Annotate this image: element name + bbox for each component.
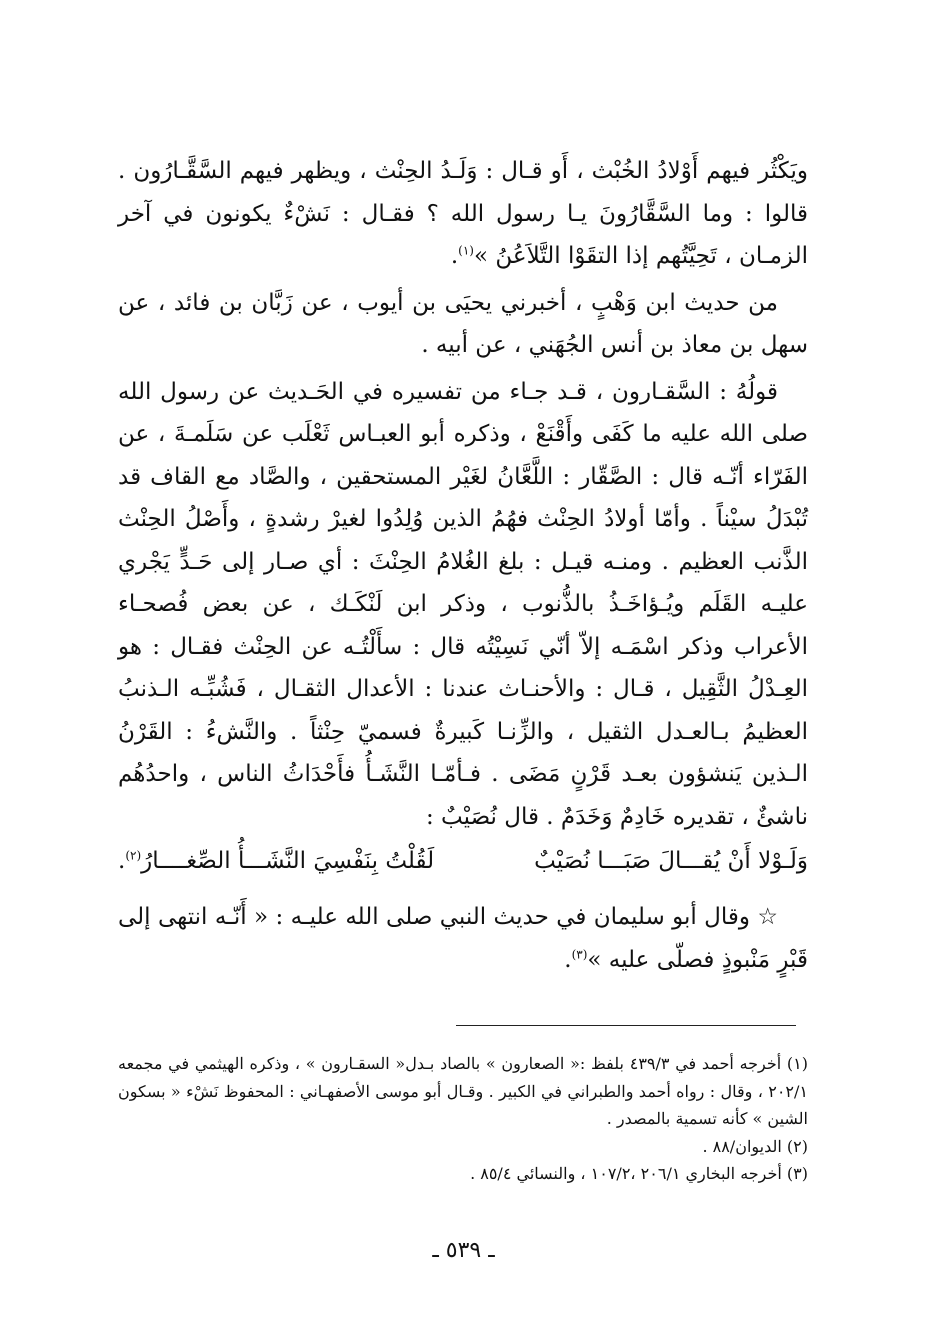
paragraph-isnad: من حديث ابن وَهْبٍ ، أخبرني يحيَى بن أيوب ، عن زَبَّان بن فائد ، عن سهل بن معاذ بن أنس الجُهَني ، عن أبيه . bbox=[118, 289, 808, 358]
footnote-1: (١) أخرجه أحمد في ٤٣٩/٣ بلفظ :« الصعارون » بالصاد بـدل« السقـارون » ، وذكره الهيثمي في مجمعه ٢٠٢/١ ، وقال : رواه أحمد والطبراني في الكبير . وقـال أبو موسى الأصفهـاني : المحفوظ نَشْء « بسكون الشين » كأنه تسمية بالمصدر . bbox=[118, 1054, 809, 1128]
paragraph-commentary: قولُهُ : السَّقـارون ، قـد جـاء من تفسيره في الحَـديث عن رسول الله صلى الله عليه ما كَفَى وأَقْنَعْ ، وذكره أبو العبـاس ثَعْلَب عن سَلَمـةَ ، عن الفَرّاء أنّـه قال : الصَّقّار : اللَّعَّانُ لغَيْر المستحقين ، والصَّاد مع القاف قد تُبْدَلُ سيْناً . وأمّا أولادُ الحِنْث فهُمُ الذين وُلِدُوا لغيرْ رشدةٍ ، وأَصْلُ الحِنْث الذَّنب العظيم . ومنـه قيـل : بلغ الغُلامُ الحِنْثَ : أي صـار إلى حَـدٍّ يَجْري عليـه القَلَم ويُـؤاخَـذُ بالذُّنوب ، وذكر ابن لَنْكَـك ، عن بعض فُصحـاء الأعراب وذكر اسْمَـه إلاّ أنّي نَسِيْتُه قال : سأَلْتُـه عن الحِنْث فقـال : هو العِـدْلُ الثَّقِيل ، قـال : والأحنـاث عندنا : الأعدال الثقـال ، فَشُبِّـه الـذنبُ العظيمُ بـالعـدل الثقيل ، والزِّنـا كَبيرةٌ فسميّ حِنْثاً . والنَّشءُ : القَرْنُ الـذين يَنشؤون بعـد قَرْنٍ مَضَى . فـأمّـا النَّشَـأُ فأَحْدَاثُ الناس ، واحدُهُم ناشئٌ ، تقديره خَادِمٌ وَخَدَمٌ . قال نُصَيْبٌ : bbox=[118, 378, 808, 830]
paragraph-new-hadith: ☆ وقال أبو سليمان في حديث النبي صلى الله عليـه : « أَنّـه انتهى إلى قَبْرٍ مَنْبوذٍ فصلّى عليه »$^{(٣)}$. bbox=[118, 904, 808, 973]
paragraph-hadith: ويَكْثُر فيهم أَوْلادُ الخُبْث ، أَو قـال : وَلَـدُ الحِنْث ، ويظهر فيهم السَّقَّـارُون . قالوا : وما السَّقَّارُونَ يـا رسول الله ؟ فقـال : نَشْءٌ يكونون في آخر الزمـان ، تَحِيَّتُهم إذا التقَوْا التَّلاَعُنُ »$^{(١)}$. bbox=[118, 158, 808, 269]
footnote-ref-3: (٣) bbox=[571, 946, 588, 961]
footnote-3: (٣) أخرجه البخاري ٢٠٦/١ ،١٠٧/٢ ، والنسائي ٨٥/٤ . bbox=[470, 1164, 808, 1183]
page-number: ـ ٥٣٩ ـ bbox=[432, 1238, 495, 1263]
verse-second-hemistich: لَقُلْتُ بِنَفْسِيَ النَّشَـــأُ الصِّغــــارُ$^{(٢)}$. bbox=[118, 848, 435, 874]
verse-first-hemistich: وَلَـوْلا أَنْ يُقـــالَ صَبَـــا نُصَيْبٌ bbox=[534, 848, 808, 874]
main-text bbox=[118, 150, 808, 981]
footnote-ref-2: (٢) bbox=[125, 848, 142, 863]
poetry-verse bbox=[118, 840, 808, 882]
footnote-2: (٢) الديوان/٨٨ . bbox=[702, 1136, 808, 1156]
footnotes bbox=[118, 1050, 808, 1188]
footnote-ref-1: (١) bbox=[458, 243, 474, 258]
hadith-text: ويَكْثُر فيهم أَوْلادُ الخُبْث ، أَو قـال : وَلَـدُ الحِنْث ، ويظهر فيهم السَّقَّـارُون . قالوا : وما السَّقَّارُونَ يـا رسول الله ؟ فقـال : نَشْءٌ يكونون في آخر الزمـان ، تَحِيَّتُهم إذا التقَوْا التَّلاَعُنُ » bbox=[118, 158, 808, 269]
footnote-separator bbox=[456, 1025, 796, 1026]
